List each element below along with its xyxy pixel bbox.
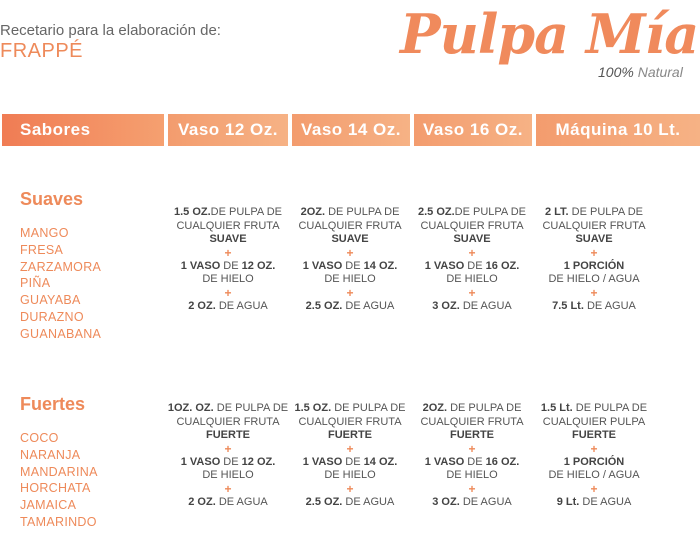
plus-sign: + xyxy=(346,441,354,456)
ice-amount: 1 VASO xyxy=(180,455,221,468)
flavor-type: FUERTE xyxy=(572,429,616,441)
pulp-line xyxy=(288,206,412,220)
ice-mid: DE xyxy=(220,259,242,272)
plus-sign: + xyxy=(224,441,232,456)
water-text: DE AGUA xyxy=(215,299,268,312)
recipe-cell xyxy=(532,206,656,313)
recipe-cell xyxy=(410,402,534,509)
pulp-text: DE PULPA DE xyxy=(572,402,648,414)
pulp-line-2: CUALQUIER FRUTA xyxy=(298,219,402,232)
water-line xyxy=(410,496,534,510)
flavor-item: GUANABANA xyxy=(20,326,102,341)
water-amount: 3 OZ. xyxy=(432,299,460,312)
pulp-line-2: CUALQUIER FRUTA xyxy=(542,219,646,232)
water-line xyxy=(288,496,412,510)
pulp-text: DE PULPA DE xyxy=(213,402,289,414)
pulp-amount: 2OZ. xyxy=(422,402,448,414)
water-line xyxy=(532,300,656,314)
header-sabores: Sabores xyxy=(2,114,164,146)
water-amount: 2 OZ. xyxy=(188,495,216,508)
header-maquina-10: Máquina 10 Lt. xyxy=(536,114,700,146)
plus-sign: + xyxy=(468,245,476,260)
ice-size: 12 OZ. xyxy=(241,455,276,468)
header-vaso-12: Vaso 12 Oz. xyxy=(168,114,288,146)
ice-size: 16 OZ. xyxy=(485,259,520,272)
flavor-item: MANDARINA xyxy=(20,464,98,479)
pulp-line xyxy=(288,402,412,416)
pulp-line-2: CUALQUIER PULPA xyxy=(542,415,646,428)
flavor-type: SUAVE xyxy=(331,233,369,245)
plus-sign: + xyxy=(590,285,598,300)
flavor-list-fuertes xyxy=(20,430,98,531)
flavor-type: FUERTE xyxy=(328,429,372,441)
pulp-line-2: CUALQUIER FRUTA xyxy=(176,219,280,232)
pulp-line-2: CUALQUIER FRUTA xyxy=(176,415,280,428)
water-line xyxy=(166,300,290,314)
water-amount: 2.5 OZ. xyxy=(305,299,343,312)
pulp-line xyxy=(532,206,656,220)
ice-line-2: DE HIELO xyxy=(324,273,376,285)
pulp-text: DE PULPA DE xyxy=(454,206,526,218)
ice-size: 16 OZ. xyxy=(485,455,520,468)
ice-line-2: DE HIELO xyxy=(446,273,498,285)
ice-size: 14 OZ. xyxy=(363,455,398,468)
brand-logo: Pulpa Mía xyxy=(400,2,699,66)
ice-line-2: DE HIELO / AGUA xyxy=(548,273,640,285)
plus-sign: + xyxy=(346,285,354,300)
flavor-list-suaves xyxy=(20,225,101,343)
ice-mid: DE xyxy=(342,259,364,272)
water-amount: 2.5 OZ. xyxy=(305,495,343,508)
flavor-item: FRESA xyxy=(20,242,64,257)
plus-sign: + xyxy=(590,481,598,496)
water-amount: 9 Lt. xyxy=(556,495,580,508)
ice-line xyxy=(166,260,290,274)
water-text: DE AGUA xyxy=(342,495,395,508)
water-text: DE AGUA xyxy=(215,495,268,508)
plus-sign: + xyxy=(590,245,598,260)
recipe-cell xyxy=(288,206,412,313)
ice-line-2: DE HIELO / AGUA xyxy=(548,469,640,481)
water-text: DE AGUA xyxy=(579,495,632,508)
pulp-line xyxy=(410,206,534,220)
plus-sign: + xyxy=(468,285,476,300)
ice-line xyxy=(532,260,656,274)
pulp-text: DE PULPA DE xyxy=(568,206,644,218)
ice-size: 14 OZ. xyxy=(363,259,398,272)
pulp-text: DE PULPA DE xyxy=(331,402,406,414)
pulp-line xyxy=(166,402,290,416)
ice-line-2: DE HIELO xyxy=(202,469,254,481)
ice-mid: DE xyxy=(220,455,242,468)
pulp-amount: 2OZ. xyxy=(300,206,326,218)
ice-line xyxy=(288,456,412,470)
water-text: DE AGUA xyxy=(342,299,395,312)
pulp-line xyxy=(532,402,656,416)
ice-mid: DE xyxy=(464,259,486,272)
brand-tagline xyxy=(598,64,683,80)
flavor-type: FUERTE xyxy=(206,429,250,441)
ice-amount: 1 VASO xyxy=(302,259,343,272)
ice-line-2: DE HIELO xyxy=(446,469,498,481)
pulp-line-2: CUALQUIER FRUTA xyxy=(420,415,524,428)
ice-amount: 1 VASO xyxy=(302,455,343,468)
ice-line-2: DE HIELO xyxy=(324,469,376,481)
flavor-type: FUERTE xyxy=(450,429,494,441)
pulp-line xyxy=(166,206,290,220)
flavor-item: NARANJA xyxy=(20,447,81,462)
ice-line xyxy=(410,260,534,274)
plus-sign: + xyxy=(468,441,476,456)
pulp-line-2: CUALQUIER FRUTA xyxy=(420,219,524,232)
water-amount: 7.5 Lt. xyxy=(552,299,584,312)
plus-sign: + xyxy=(346,481,354,496)
pulp-amount: 1.5 OZ. xyxy=(173,206,211,218)
recipe-subtitle: Recetario para la elaboración de: xyxy=(0,22,221,39)
plus-sign: + xyxy=(468,481,476,496)
plus-sign: + xyxy=(590,441,598,456)
flavor-item: MANGO xyxy=(20,226,69,240)
pulp-amount: 2.5 OZ. xyxy=(417,206,455,218)
ice-mid: DE xyxy=(464,455,486,468)
ice-size: 12 OZ. xyxy=(241,259,276,272)
ice-amount: 1 PORCIÓN xyxy=(563,259,625,272)
header-vaso-16: Vaso 16 Oz. xyxy=(414,114,532,146)
recipe-cell xyxy=(166,206,290,313)
water-text: DE AGUA xyxy=(583,299,636,312)
flavor-type: SUAVE xyxy=(453,233,491,245)
pulp-line-2: CUALQUIER FRUTA xyxy=(298,415,402,428)
water-amount: 3 OZ. xyxy=(432,495,460,508)
flavor-item: COCO xyxy=(20,431,59,445)
pulp-text: DE PULPA DE xyxy=(325,206,400,218)
recipe-cell xyxy=(532,402,656,509)
recipe-cell xyxy=(166,402,290,509)
tagline-rest: Natural xyxy=(633,64,683,80)
recipe-cell xyxy=(288,402,412,509)
water-line xyxy=(410,300,534,314)
ice-line xyxy=(532,456,656,470)
water-line xyxy=(166,496,290,510)
plus-sign: + xyxy=(224,285,232,300)
plus-sign: + xyxy=(224,481,232,496)
flavor-type: SUAVE xyxy=(575,233,613,245)
pulp-text: DE PULPA DE xyxy=(210,206,282,218)
ice-amount: 1 VASO xyxy=(424,259,465,272)
plus-sign: + xyxy=(224,245,232,260)
water-text: DE AGUA xyxy=(459,495,512,508)
pulp-amount: 1OZ. OZ. xyxy=(167,402,214,414)
ice-amount: 1 PORCIÓN xyxy=(563,455,625,468)
water-text: DE AGUA xyxy=(459,299,512,312)
water-line xyxy=(532,496,656,510)
flavor-type: SUAVE xyxy=(209,233,247,245)
flavor-item: PIÑA xyxy=(20,276,51,291)
ice-amount: 1 VASO xyxy=(180,259,221,272)
ice-line xyxy=(288,260,412,274)
header-vaso-14: Vaso 14 Oz. xyxy=(292,114,410,146)
flavor-item: GUAYABA xyxy=(20,293,81,308)
ice-line-2: DE HIELO xyxy=(202,273,254,285)
ice-amount: 1 VASO xyxy=(424,455,465,468)
ice-line xyxy=(166,456,290,470)
ice-line xyxy=(410,456,534,470)
pulp-text: DE PULPA DE xyxy=(447,402,522,414)
pulp-line xyxy=(410,402,534,416)
water-amount: 2 OZ. xyxy=(188,299,216,312)
pulp-amount: 1.5 OZ. xyxy=(294,402,332,414)
flavor-item: JAMAICA xyxy=(20,498,77,513)
pulp-amount: 2 LT. xyxy=(544,206,569,218)
pulp-amount: 1.5 Lt. xyxy=(540,402,573,414)
ice-mid: DE xyxy=(342,455,364,468)
section-title-suaves: Suaves xyxy=(20,189,84,209)
flavor-item: HORCHATA xyxy=(20,481,91,496)
flavor-item: ZARZAMORA xyxy=(20,259,102,274)
recipe-title: FRAPPÉ xyxy=(0,40,84,62)
flavor-item: DURAZNO xyxy=(20,309,84,324)
section-title-fuertes: Fuertes xyxy=(20,394,86,414)
recipe-cell xyxy=(410,206,534,313)
water-line xyxy=(288,300,412,314)
tagline-strong: 100% xyxy=(598,64,634,80)
plus-sign: + xyxy=(346,245,354,260)
flavor-item: TAMARINDO xyxy=(20,514,97,529)
